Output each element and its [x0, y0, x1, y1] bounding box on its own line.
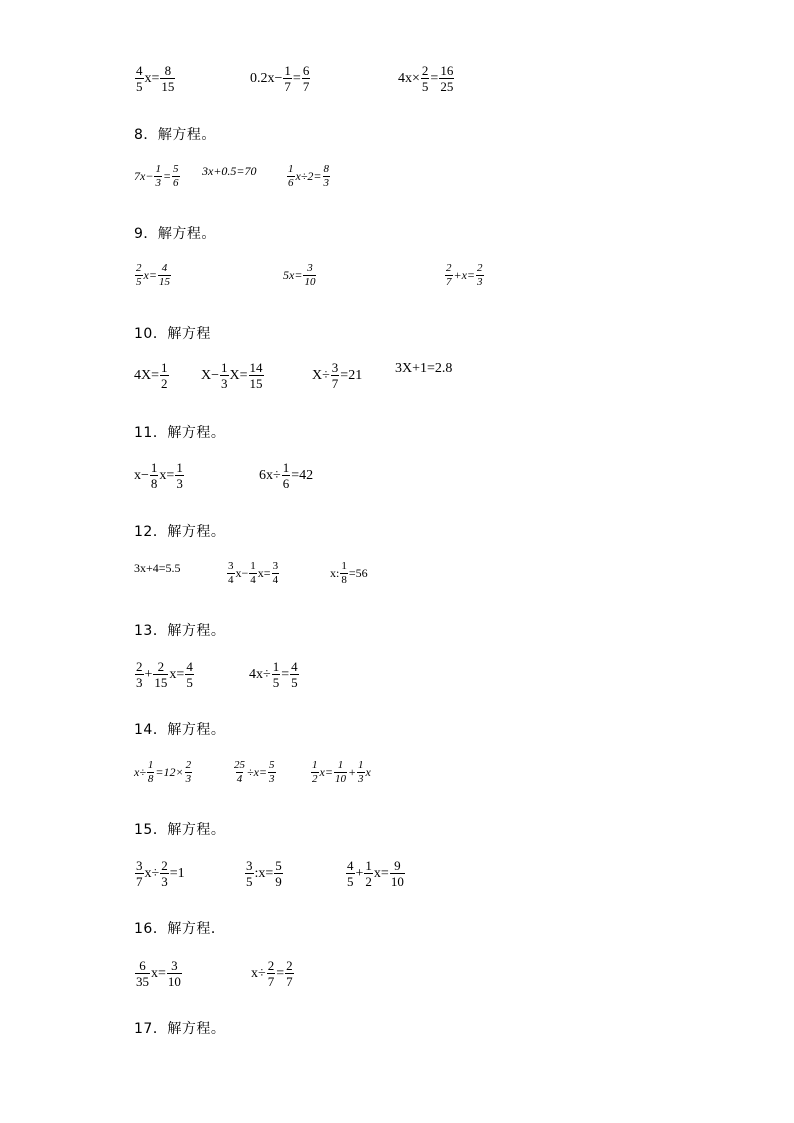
fraction-denominator: 7	[302, 79, 310, 94]
fraction	[303, 263, 316, 288]
equation-text: 3x+4=5.5	[134, 561, 181, 575]
fraction	[220, 361, 229, 390]
equation	[250, 64, 311, 93]
equation	[226, 561, 280, 586]
fraction-numerator: 16	[440, 63, 454, 78]
fraction	[283, 64, 292, 93]
equation-text: x	[365, 765, 371, 779]
fraction-denominator: 25	[440, 79, 454, 94]
fraction-denominator: 5	[347, 874, 354, 889]
fraction	[135, 263, 143, 288]
fraction-denominator: 5	[272, 675, 280, 690]
equation-text: =1	[169, 865, 185, 881]
fraction-numerator: 9	[394, 858, 401, 873]
fraction	[439, 64, 454, 93]
fraction-denominator: 3	[323, 177, 330, 189]
equation-text: x=	[373, 865, 389, 881]
equation	[202, 164, 257, 179]
fraction-numerator: 1	[221, 360, 228, 375]
fraction-numerator: 3	[228, 560, 234, 572]
equation-text: 5x=	[283, 268, 303, 282]
fraction	[175, 461, 184, 490]
equation-text: X=	[229, 367, 248, 383]
fraction	[160, 361, 169, 390]
fraction-numerator: 5	[173, 163, 179, 175]
fraction	[364, 859, 373, 888]
fraction-numerator: 2	[157, 659, 165, 674]
equation	[232, 760, 277, 785]
fraction	[227, 561, 235, 586]
fraction-denominator: 4	[272, 574, 279, 586]
equation-text: x=	[159, 467, 175, 483]
equation-text: x=	[169, 666, 185, 682]
fraction-denominator: 7	[331, 376, 339, 391]
problem-heading: 16．解方程．	[134, 921, 226, 937]
fraction-numerator: 3	[331, 360, 339, 375]
equation-text: x÷	[134, 765, 146, 779]
fraction-numerator: 1	[150, 460, 158, 475]
equation	[134, 859, 185, 888]
fraction-numerator: 4	[161, 262, 168, 274]
equation-text: x÷	[251, 965, 266, 981]
fraction	[346, 859, 355, 888]
fraction-numerator: 3	[171, 958, 178, 973]
fraction-denominator: 5	[291, 675, 298, 690]
fraction	[282, 461, 291, 490]
fraction-denominator: 2	[365, 874, 372, 889]
fraction	[135, 959, 150, 988]
equation	[134, 461, 185, 490]
fraction-numerator: 4	[291, 659, 298, 674]
fraction	[268, 760, 276, 785]
fraction	[135, 859, 144, 888]
equation-text: x−	[134, 467, 149, 483]
fraction-numerator: 1	[365, 858, 372, 873]
equation-text: +x=	[453, 268, 476, 282]
fraction-numerator: 1	[284, 63, 291, 78]
fraction-numerator: 4	[347, 858, 354, 873]
fraction-denominator: 15	[154, 675, 168, 690]
fraction	[390, 859, 405, 888]
equation	[134, 660, 195, 689]
fraction-numerator: 2	[267, 958, 275, 973]
fraction-numerator: 4	[136, 63, 143, 78]
equation-text: 4x×	[398, 70, 420, 86]
problem-heading: 10．解方程	[134, 326, 211, 342]
equation-text: x:	[330, 566, 340, 580]
equation-text: x−	[235, 566, 249, 580]
fraction	[153, 660, 168, 689]
fraction	[158, 263, 171, 288]
fraction-numerator: 3	[307, 262, 313, 274]
fraction-denominator: 8	[150, 476, 158, 491]
fraction-denominator: 7	[136, 874, 143, 889]
fraction-numerator: 6	[139, 958, 146, 973]
fraction-denominator: 5	[246, 874, 253, 889]
fraction	[233, 760, 246, 785]
fraction-numerator: 6	[302, 63, 310, 78]
fraction-denominator: 3	[155, 177, 161, 189]
fraction-numerator: 2	[286, 958, 293, 973]
fraction-denominator: 3	[136, 675, 143, 690]
equation	[259, 461, 313, 490]
equation	[249, 660, 300, 689]
fraction-denominator: 7	[286, 974, 293, 989]
equation-text: x=	[319, 765, 333, 779]
fraction	[245, 859, 254, 888]
equation	[134, 64, 176, 93]
equation	[134, 760, 193, 785]
problem-heading: 11．解方程。	[134, 425, 226, 441]
equation-text: =12×	[155, 765, 184, 779]
equation-text: =	[281, 666, 290, 682]
fraction-denominator: 3	[221, 376, 228, 391]
fraction-denominator: 7	[446, 276, 452, 288]
equation-text: x÷2=	[295, 169, 322, 183]
equation-text: =	[162, 169, 172, 183]
problem-heading: 13．解方程。	[134, 623, 226, 639]
fraction-denominator: 5	[186, 675, 193, 690]
fraction-numerator: 1	[176, 460, 183, 475]
equation-text: x=	[257, 566, 271, 580]
fraction	[154, 164, 162, 189]
equation-text: 3x+0.5=70	[202, 164, 257, 178]
fraction-numerator: 14	[249, 360, 263, 375]
equation	[134, 561, 181, 576]
fraction	[445, 263, 453, 288]
equation-text: 6x÷	[259, 467, 281, 483]
fraction-denominator: 5	[136, 79, 143, 94]
fraction-numerator: 1	[358, 759, 364, 771]
fraction-denominator: 3	[269, 773, 275, 785]
problem-heading: 8．解方程。	[134, 127, 216, 143]
problem-heading: 15．解方程。	[134, 822, 226, 838]
fraction-denominator: 10	[304, 276, 316, 288]
fraction	[249, 361, 264, 390]
equation-text: +	[355, 865, 364, 881]
fraction-denominator: 15	[161, 79, 175, 94]
equation	[312, 361, 362, 390]
fraction-denominator: 2	[161, 376, 168, 391]
equation	[134, 263, 172, 288]
fraction-numerator: 8	[164, 63, 172, 78]
fraction-denominator: 6	[282, 476, 290, 491]
fraction-denominator: 4	[250, 574, 256, 586]
fraction-numerator: 1	[155, 163, 161, 175]
fraction-numerator: 3	[272, 560, 279, 572]
fraction	[331, 361, 340, 390]
fraction-denominator: 3	[185, 773, 192, 785]
fraction-numerator: 1	[272, 659, 280, 674]
fraction-denominator: 5	[421, 79, 429, 94]
fraction	[311, 760, 319, 785]
fraction-denominator: 4	[236, 773, 243, 785]
equation-text: x÷	[144, 865, 160, 881]
fraction-numerator: 2	[421, 63, 429, 78]
equation-text: =21	[340, 367, 363, 383]
fraction-denominator: 3	[477, 276, 483, 288]
problem-heading: 12．解方程。	[134, 524, 226, 540]
equation	[398, 64, 455, 93]
fraction	[272, 561, 280, 586]
fraction	[274, 859, 283, 888]
fraction-denominator: 9	[275, 874, 282, 889]
equation-text: 4x÷	[249, 666, 271, 682]
fraction	[285, 959, 294, 988]
fraction-numerator: 2	[477, 262, 483, 274]
fraction-denominator: 3	[176, 476, 183, 491]
equation	[134, 164, 181, 189]
fraction	[267, 959, 276, 988]
fraction-denominator: 35	[136, 974, 149, 989]
fraction	[287, 164, 295, 189]
fraction	[150, 461, 159, 490]
fraction	[160, 64, 175, 93]
equation-text: x=	[143, 268, 157, 282]
fraction	[160, 859, 169, 888]
fraction-denominator: 15	[158, 276, 170, 288]
fraction-denominator: 7	[284, 79, 291, 94]
equation	[201, 361, 265, 390]
equation	[244, 859, 284, 888]
equation	[395, 361, 452, 377]
problem-heading: 17．解方程。	[134, 1021, 226, 1037]
fraction-numerator: 3	[246, 858, 253, 873]
equation	[251, 959, 295, 988]
fraction-numerator: 1	[312, 759, 318, 771]
fraction-denominator: 15	[249, 376, 263, 391]
equation-text: x=	[144, 70, 160, 86]
fraction-denominator: 6	[288, 177, 294, 189]
fraction-numerator: 1	[282, 460, 290, 475]
fraction-denominator: 4	[228, 574, 234, 586]
fraction	[135, 64, 144, 93]
fraction-numerator: 2	[446, 262, 452, 274]
fraction-denominator: 10	[390, 874, 404, 889]
equation-text: +	[144, 666, 153, 682]
equation-text: x=	[151, 965, 166, 981]
equation-text: X−	[201, 367, 220, 383]
equation-text: =	[276, 965, 285, 981]
fraction	[249, 561, 257, 586]
fraction	[290, 660, 299, 689]
fraction-numerator: 1	[288, 163, 294, 175]
fraction-numerator: 2	[161, 858, 168, 873]
equation-text: :x=	[254, 865, 274, 881]
fraction-numerator: 5	[275, 858, 282, 873]
fraction-denominator: 10	[167, 974, 181, 989]
equation-text: X÷	[312, 367, 330, 383]
equation	[345, 859, 406, 888]
fraction	[172, 164, 180, 189]
fraction	[357, 760, 365, 785]
fraction	[185, 760, 193, 785]
equation-text: 0.2x−	[250, 70, 283, 86]
fraction	[135, 660, 144, 689]
fraction	[334, 760, 347, 785]
fraction-denominator: 10	[334, 773, 346, 785]
fraction-numerator: 2	[185, 759, 192, 771]
fraction	[185, 660, 194, 689]
equation	[310, 760, 371, 785]
fraction	[421, 64, 430, 93]
fraction	[147, 760, 155, 785]
equation-text: ÷x=	[247, 765, 268, 779]
fraction-denominator: 8	[341, 574, 347, 586]
fraction-denominator: 5	[136, 276, 142, 288]
equation-text: 3X+1=2.8	[395, 361, 453, 376]
problem-heading: 9．解方程。	[134, 226, 216, 242]
fraction-denominator: 3	[358, 773, 364, 785]
fraction	[340, 561, 348, 586]
equation	[283, 263, 317, 288]
equation-text: =	[292, 70, 301, 86]
fraction-numerator: 1	[161, 360, 168, 375]
fraction-denominator: 3	[161, 874, 168, 889]
equation-text: +	[347, 765, 357, 779]
equation	[444, 263, 485, 288]
fraction	[302, 64, 311, 93]
fraction-numerator: 1	[147, 759, 154, 771]
problem-heading: 14．解方程。	[134, 722, 226, 738]
equation	[134, 361, 170, 390]
fraction-numerator: 2	[136, 659, 143, 674]
equation-text: =42	[291, 467, 314, 483]
equation	[134, 959, 183, 988]
fraction-numerator: 4	[186, 659, 193, 674]
equation	[286, 164, 331, 189]
fraction-numerator: 2	[136, 262, 142, 274]
equation-text: =56	[348, 566, 368, 580]
fraction	[476, 263, 484, 288]
fraction-denominator: 8	[147, 773, 154, 785]
equation-text: =	[430, 70, 439, 86]
fraction-numerator: 3	[136, 858, 143, 873]
fraction-denominator: 7	[267, 974, 275, 989]
equation	[330, 561, 368, 586]
fraction-numerator: 5	[269, 759, 275, 771]
fraction	[167, 959, 182, 988]
equation-text: 4X=	[134, 367, 160, 383]
fraction-denominator: 2	[312, 773, 318, 785]
equation-text: 7x−	[134, 169, 154, 183]
fraction-numerator: 1	[250, 560, 256, 572]
fraction-numerator: 25	[234, 759, 245, 771]
fraction	[323, 164, 331, 189]
fraction-numerator: 1	[341, 560, 347, 572]
fraction	[272, 660, 281, 689]
fraction-denominator: 6	[173, 177, 179, 189]
fraction-numerator: 8	[323, 163, 330, 175]
fraction-numerator: 1	[337, 759, 344, 771]
